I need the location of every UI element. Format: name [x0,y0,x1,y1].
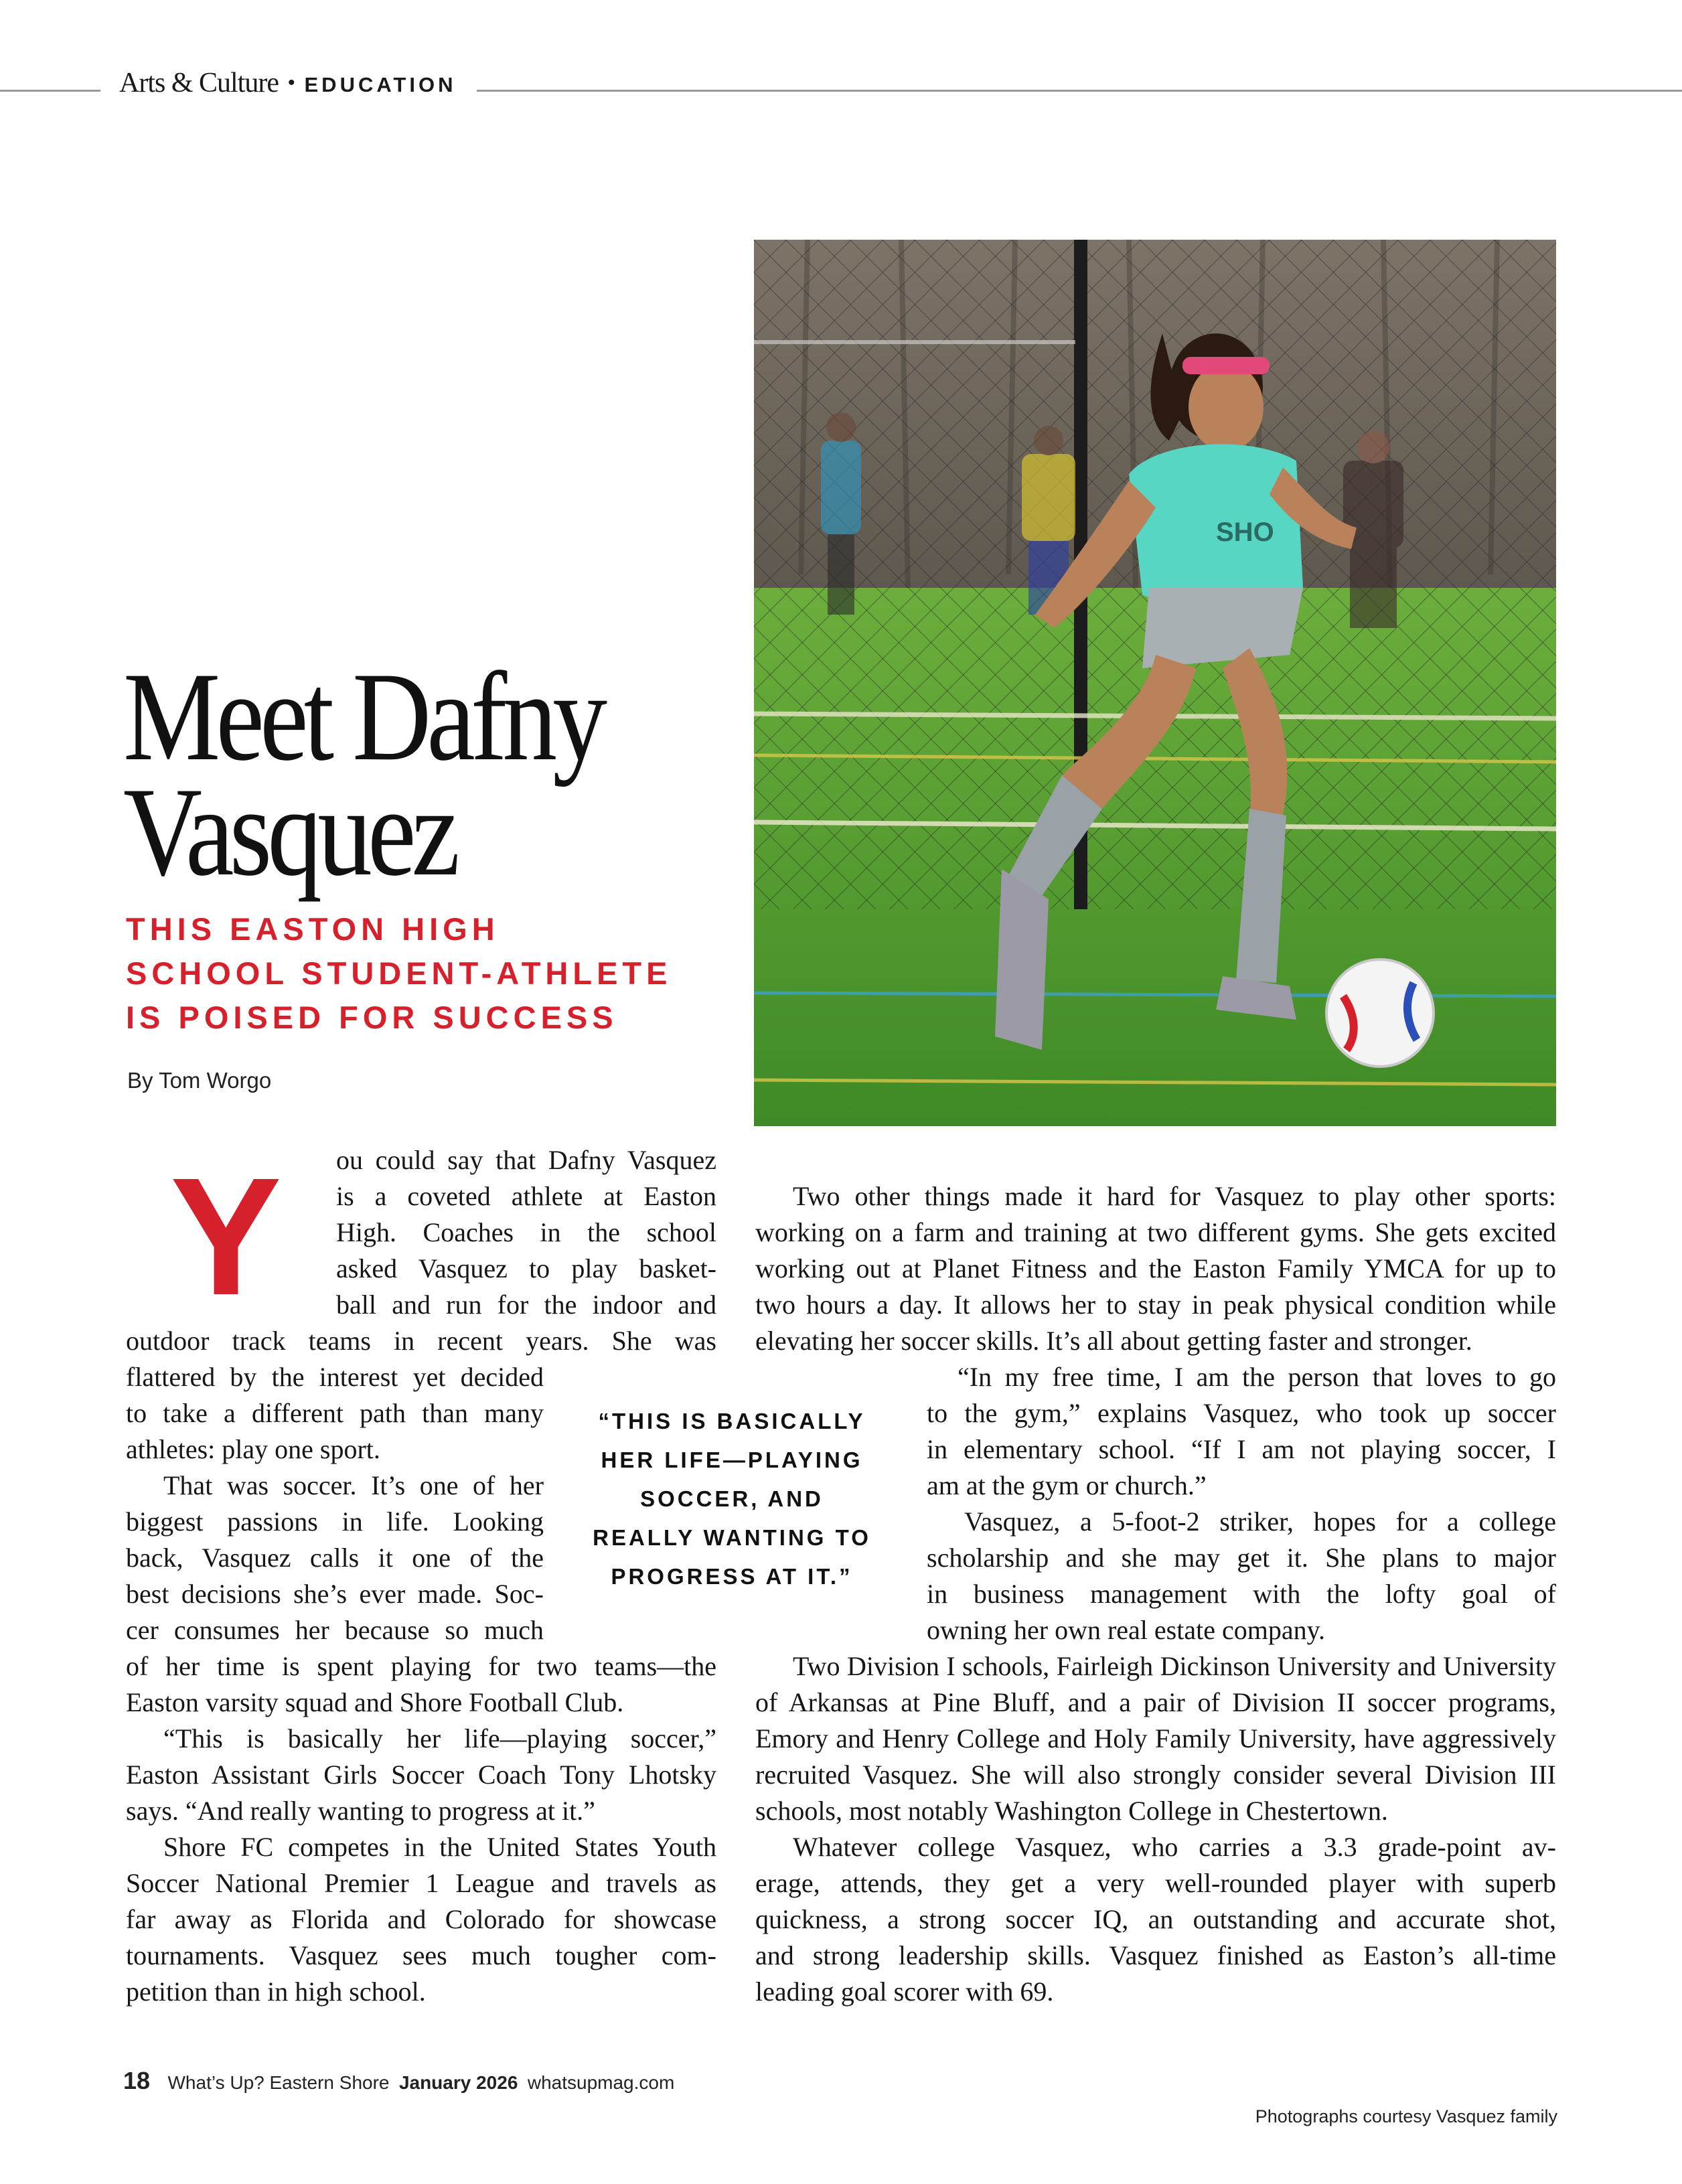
text-line: leading goal scorer with 69. [755,1976,1054,2007]
left-column-mid [126,1359,544,1648]
article-photo [754,240,1556,1126]
text-line: erage, attends, they get a very well-rounded player with superb [755,1868,1556,1898]
text-line: working out at Planet Fitness and the Easton Family YMCA for up to [755,1253,1556,1283]
text-line: of Arkansas at Pine Bluff, and a pair of Division II soccer programs, [755,1687,1556,1717]
right-column-top [755,1178,1556,1359]
soccer-ball [1326,959,1434,1067]
text-line: flattered by the interest yet decided [126,1362,544,1392]
text-line: Easton varsity squad and Shore Football Club. [126,1687,624,1717]
soccer-player-photo [754,240,1556,1126]
page-number: 18 [123,2067,151,2094]
drop-cap: Y [170,1143,282,1330]
pull-quote-line: “THIS IS BASICALLY [598,1409,866,1433]
website-link[interactable]: whatsupmag.com [527,2072,675,2093]
publication-name: What’s Up? Eastern Shore [167,2072,390,2093]
header-rule-right [477,90,1682,92]
text-line: Shore FC competes in the United States Youth [163,1832,716,1862]
text-line: in business management with the lofty goal of [927,1579,1556,1609]
headline-line: Vasquez [123,762,456,903]
issue-date: January 2026 [398,2072,518,2093]
text-line: to take a different path than many [126,1398,544,1428]
text-line: back, Vasquez calls it one of the [126,1543,544,1573]
text-line: That was soccer. It’s one of her [163,1470,544,1500]
headband [1182,357,1270,374]
text-line: ball and run for the indoor and [336,1290,716,1320]
text-line: “In my free time, I am the person that loves to go [958,1362,1556,1392]
subsection-name[interactable]: EDUCATION [304,73,457,96]
article-deck [126,907,729,1040]
section-header [119,67,456,114]
text-line: in elementary school. “If I am not playing soccer, I [927,1434,1556,1464]
text-line: is a coveted athlete at Easton [336,1181,716,1211]
byline: By Tom Worgo [127,1068,272,1093]
text-line: to the gym,” explains Vasquez, who took up soccer [927,1398,1556,1428]
text-line: owning her own real estate company. [927,1615,1325,1645]
deck-line: IS POISED FOR SUCCESS [126,1000,618,1035]
right-column-bottom [755,1648,1556,2010]
text-line: asked Vasquez to play basket- [336,1253,716,1283]
text-line: scholarship and she may get it. She plans to major [927,1543,1556,1573]
jersey-text: SHO [1216,518,1274,547]
text-line: Two other things made it hard for Vasquez to play other sports: [793,1181,1556,1211]
deck-line: THIS EASTON HIGH [126,911,500,947]
text-line: outdoor track teams in recent years. She was [126,1326,716,1356]
section-separator: • [287,72,295,94]
left-column-top [336,1142,716,1323]
text-line: far away as Florida and Colorado for showcase [126,1904,716,1934]
page-footer [123,2067,674,2095]
text-line: cer consumes her because so much [126,1615,544,1645]
text-line: Easton Assistant Girls Soccer Coach Tony Lhotsky [126,1760,716,1790]
pull-quote [575,1402,889,1596]
text-line: High. Coaches in the school [336,1217,716,1247]
text-line: working on a farm and training at two different gyms. She gets excited [755,1217,1556,1247]
text-line: schools, most notably Washington College in Chestertown. [755,1796,1388,1826]
left-column-fullline [126,1323,716,1359]
text-line: Soccer National Premier 1 League and travels as [126,1868,716,1898]
text-line: athletes: play one sport. [126,1434,380,1464]
photo-credit: Photographs courtesy Vasquez family [1255,2106,1557,2126]
text-line: elevating her soccer skills. It’s all about getting faster and stronger. [755,1326,1472,1356]
right-column-mid [927,1359,1556,1648]
pull-quote-line: PROGRESS AT IT.” [611,1564,853,1589]
text-line: quickness, a strong soccer IQ, an outstanding and accurate shot, [755,1904,1556,1934]
text-line: tournaments. Vasquez sees much tougher com- [126,1940,716,1970]
text-line: biggest passions in life. Looking [126,1506,544,1537]
text-line: Two Division I schools, Fairleigh Dickinson University and University [793,1651,1556,1681]
text-line: and strong leadership skills. Vasquez finished as Easton’s all-time [755,1940,1556,1970]
text-line: Whatever college Vasquez, who carries a 3.3 grade-point av- [793,1832,1556,1862]
left-column-bottom [126,1648,716,2010]
article-headline [123,647,641,903]
text-line: petition than in high school. [126,1976,426,2007]
deck-line: SCHOOL STUDENT-ATHLETE [126,955,672,991]
pull-quote-line: SOCCER, AND [640,1486,824,1511]
text-line: Vasquez, a 5-foot-2 striker, hopes for a college [964,1506,1556,1537]
text-line: am at the gym or church.” [927,1470,1207,1500]
pull-quote-line: HER LIFE—PLAYING [601,1448,863,1472]
text-line: says. “And really wanting to progress at it.” [126,1796,595,1826]
headline-line: Meet Dafny [123,647,603,787]
text-line: “This is basically her life—playing soccer,” [163,1723,716,1753]
text-line: ou could say that Dafny Vasquez [336,1145,716,1175]
text-line: of her time is spent playing for two teams—the [126,1651,716,1681]
text-line: best decisions she’s ever made. Soc- [126,1579,544,1609]
text-line: two hours a day. It allows her to stay in peak physical condition while [755,1290,1556,1320]
pull-quote-line: REALLY WANTING TO [593,1525,871,1550]
section-name[interactable]: Arts & Culture [119,68,279,98]
text-line: recruited Vasquez. She will also strongly consider several Division III [755,1760,1556,1790]
header-rule-left [0,90,100,92]
text-line: Emory and Henry College and Holy Family University, have aggressively [755,1723,1556,1753]
